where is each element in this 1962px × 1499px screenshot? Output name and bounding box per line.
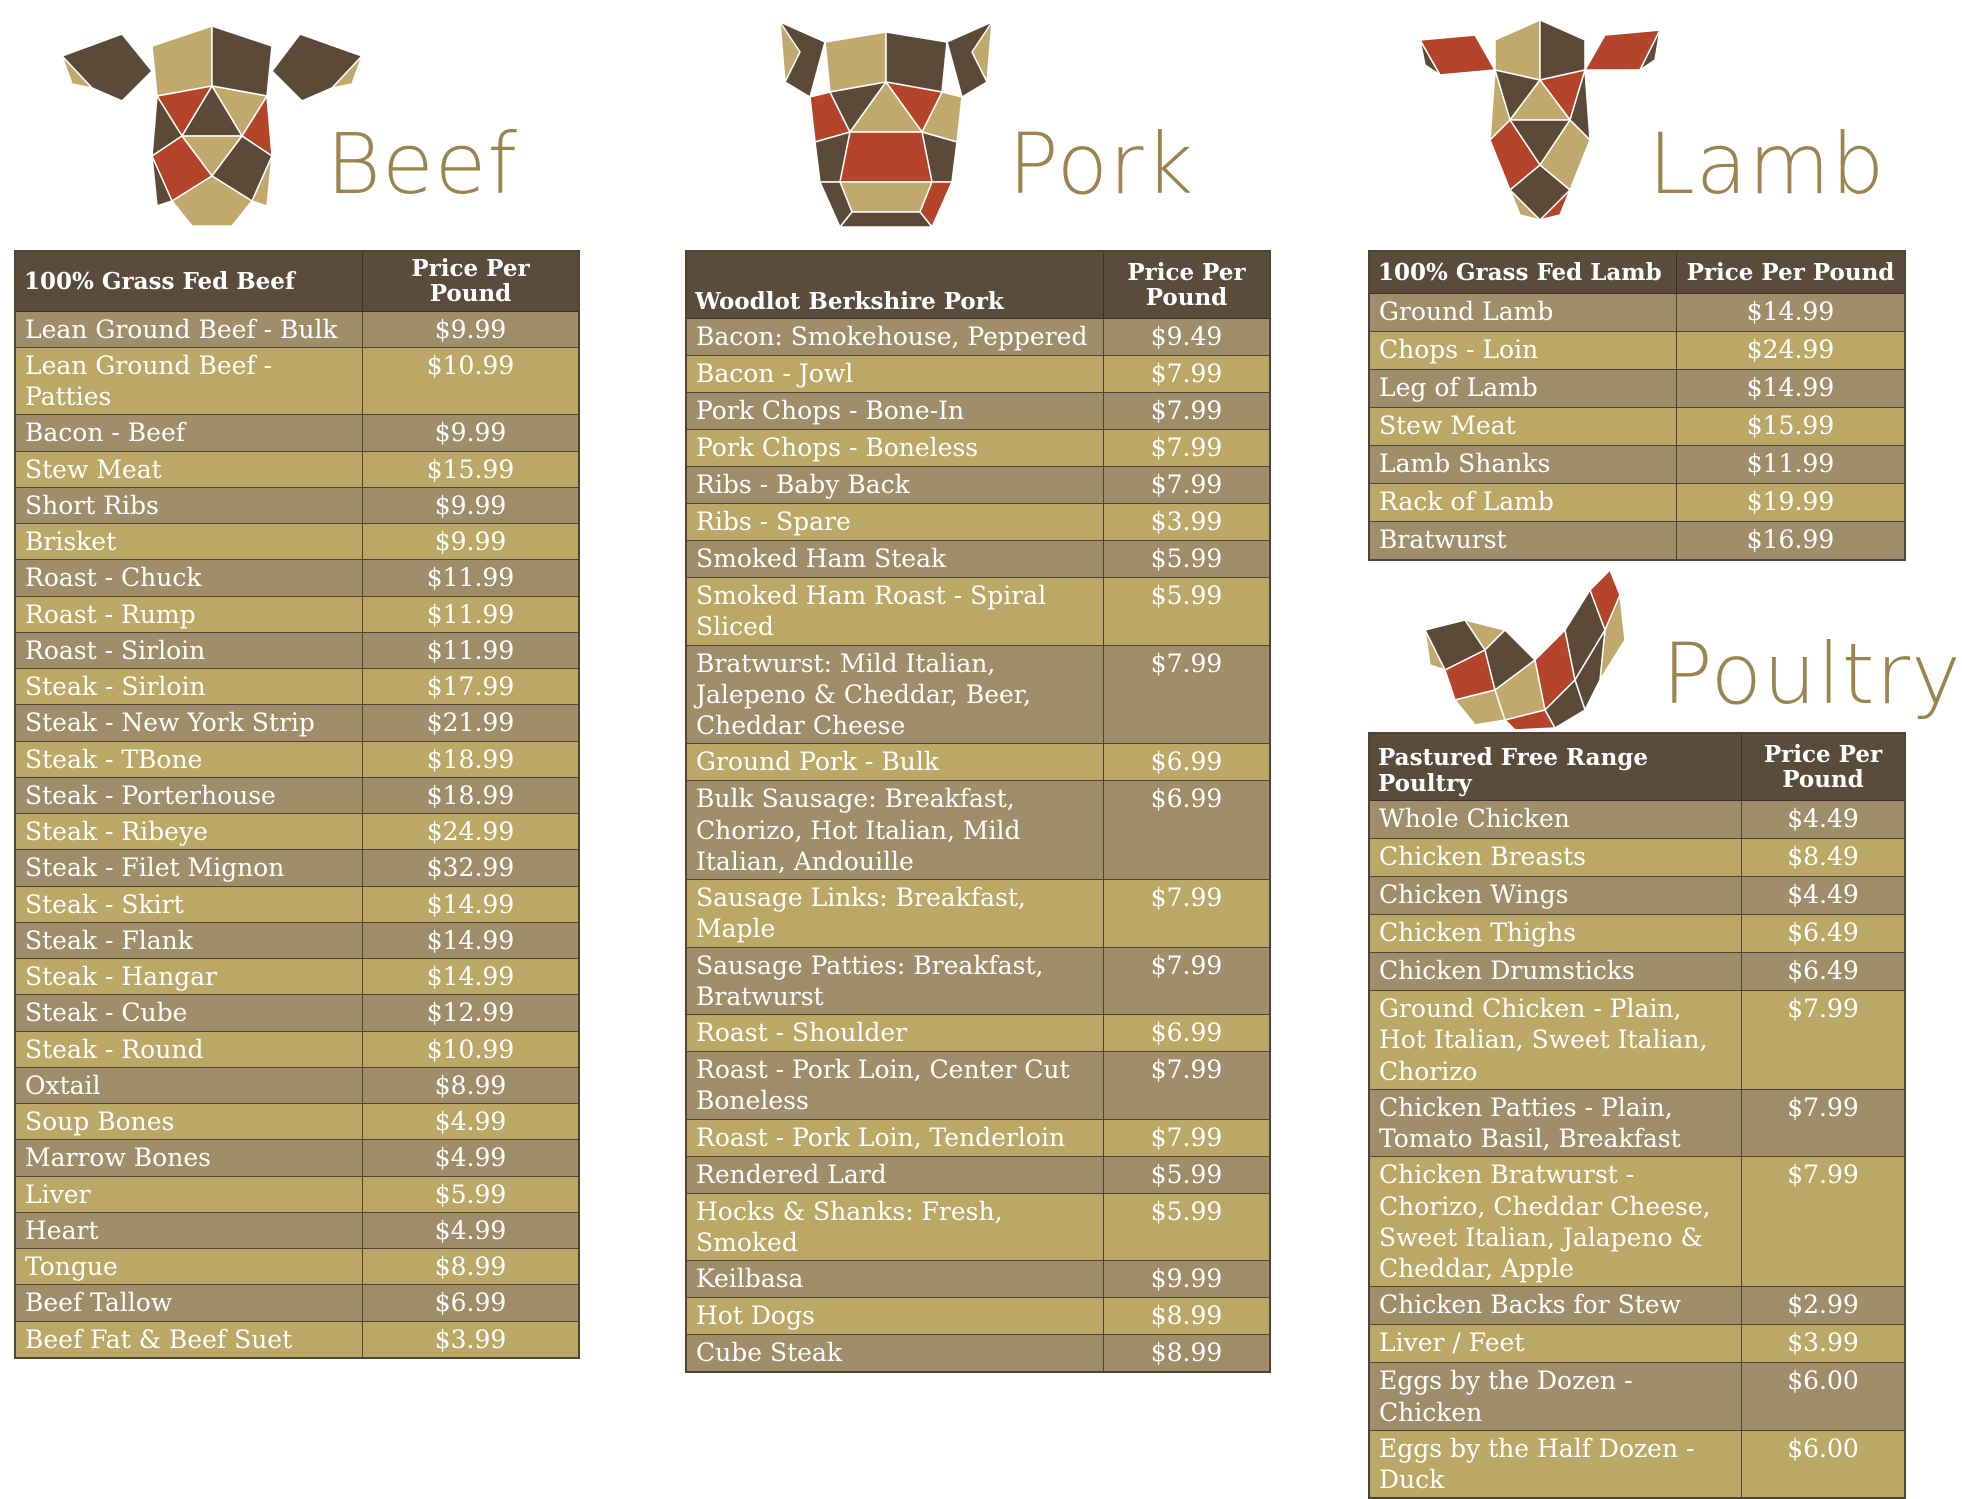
table-row	[15, 1176, 579, 1212]
item-name: Lean Ground Beef - Patties	[15, 347, 363, 415]
table-row	[15, 415, 579, 451]
item-price: $32.99	[363, 850, 580, 886]
table-row	[15, 1249, 579, 1285]
item-price: $5.99	[363, 1176, 580, 1212]
table-row	[686, 467, 1270, 504]
table-row	[15, 850, 579, 886]
item-name: Bacon - Beef	[15, 415, 363, 451]
item-price: $4.99	[363, 1212, 580, 1248]
table-row	[686, 744, 1270, 781]
table-row	[686, 1052, 1270, 1120]
poultry-price-table	[1368, 732, 1906, 1499]
item-price: $6.49	[1742, 915, 1906, 953]
item-name: Chicken Backs for Stew	[1369, 1287, 1742, 1325]
item-price: $3.99	[363, 1321, 580, 1358]
table-header-row	[1369, 733, 1905, 801]
table-row	[15, 1212, 579, 1248]
table-row	[15, 1321, 579, 1358]
table-row	[686, 880, 1270, 948]
table-row	[686, 356, 1270, 393]
table-row	[1369, 1089, 1905, 1157]
item-price: $9.99	[363, 524, 580, 560]
table-row	[15, 814, 579, 850]
table-row	[686, 1193, 1270, 1261]
item-price: $10.99	[363, 347, 580, 415]
table-header-row	[15, 251, 579, 311]
column-header-item: Woodlot Berkshire Pork	[686, 251, 1104, 319]
table-row	[1369, 446, 1905, 484]
item-price: $11.99	[363, 560, 580, 596]
item-name: Ground Chicken - Plain, Hot Italian, Sweet Italian, Chorizo	[1369, 991, 1742, 1090]
item-name: Chicken Drumsticks	[1369, 953, 1742, 991]
table-row	[686, 430, 1270, 467]
table-row	[15, 451, 579, 487]
chicken-icon	[1425, 570, 1625, 730]
item-name: Roast - Pork Loin, Center Cut Boneless	[686, 1052, 1104, 1120]
item-price: $6.49	[1742, 953, 1906, 991]
table-row	[15, 1067, 579, 1103]
item-price: $16.99	[1677, 522, 1906, 561]
item-name: Leg of Lamb	[1369, 370, 1677, 408]
item-price: $7.99	[1104, 1119, 1271, 1156]
item-price: $14.99	[363, 959, 580, 995]
item-name: Chicken Patties - Plain, Tomato Basil, Breakfast	[1369, 1089, 1742, 1157]
item-price: $7.99	[1104, 1052, 1271, 1120]
column-header-item: 100% Grass Fed Lamb	[1369, 251, 1677, 294]
item-price: $4.49	[1742, 801, 1906, 839]
item-price: $7.99	[1104, 947, 1271, 1015]
item-price: $8.49	[1742, 839, 1906, 877]
table-row	[1369, 408, 1905, 446]
item-name: Oxtail	[15, 1067, 363, 1103]
table-row	[1369, 522, 1905, 561]
item-price: $18.99	[363, 741, 580, 777]
item-name: Bratwurst	[1369, 522, 1677, 561]
item-price: $7.99	[1104, 430, 1271, 467]
item-price: $6.99	[1104, 781, 1271, 880]
table-row	[15, 311, 579, 347]
item-name: Hocks & Shanks: Fresh, Smoked	[686, 1193, 1104, 1261]
table-row	[15, 741, 579, 777]
item-price: $11.99	[1677, 446, 1906, 484]
pork-heading: Pork	[1008, 115, 1195, 213]
table-row	[686, 645, 1270, 744]
item-name: Ribs - Baby Back	[686, 467, 1104, 504]
table-row	[1369, 484, 1905, 522]
item-price: $8.99	[363, 1249, 580, 1285]
table-row	[15, 1104, 579, 1140]
table-row	[686, 947, 1270, 1015]
item-name: Stew Meat	[1369, 408, 1677, 446]
item-name: Roast - Rump	[15, 596, 363, 632]
item-name: Steak - TBone	[15, 741, 363, 777]
item-name: Bacon - Jowl	[686, 356, 1104, 393]
item-name: Steak - New York Strip	[15, 705, 363, 741]
item-name: Roast - Shoulder	[686, 1015, 1104, 1052]
table-row	[686, 1298, 1270, 1335]
table-row	[1369, 1325, 1905, 1363]
item-price: $7.99	[1104, 880, 1271, 948]
item-name: Rendered Lard	[686, 1156, 1104, 1193]
item-name: Hot Dogs	[686, 1298, 1104, 1335]
lamb-head-icon	[1420, 20, 1660, 225]
item-name: Steak - Skirt	[15, 886, 363, 922]
table-row	[686, 319, 1270, 356]
item-name: Lamb Shanks	[1369, 446, 1677, 484]
item-name: Bulk Sausage: Breakfast, Chorizo, Hot Italian, Mild Italian, Andouille	[686, 781, 1104, 880]
item-name: Lean Ground Beef - Bulk	[15, 311, 363, 347]
item-name: Eggs by the Half Dozen - Duck	[1369, 1430, 1742, 1498]
table-row	[15, 959, 579, 995]
table-row	[15, 1285, 579, 1321]
item-name: Smoked Ham Roast - Spiral Sliced	[686, 578, 1104, 646]
item-name: Chicken Bratwurst - Chorizo, Cheddar Cheese, Sweet Italian, Jalapeno & Cheddar, Apple	[1369, 1157, 1742, 1287]
table-row	[1369, 332, 1905, 370]
item-price: $21.99	[363, 705, 580, 741]
item-price: $3.99	[1104, 504, 1271, 541]
item-price: $12.99	[363, 995, 580, 1031]
table-row	[1369, 370, 1905, 408]
item-name: Roast - Sirloin	[15, 632, 363, 668]
item-name: Sausage Links: Breakfast, Maple	[686, 880, 1104, 948]
item-price: $14.99	[1677, 294, 1906, 332]
item-price: $5.99	[1104, 541, 1271, 578]
item-price: $24.99	[363, 814, 580, 850]
item-name: Ground Lamb	[1369, 294, 1677, 332]
table-row	[15, 886, 579, 922]
item-name: Eggs by the Dozen - Chicken	[1369, 1363, 1742, 1431]
item-price: $15.99	[1677, 408, 1906, 446]
table-row	[1369, 839, 1905, 877]
table-row	[686, 541, 1270, 578]
table-row	[1369, 294, 1905, 332]
item-price: $8.99	[1104, 1298, 1271, 1335]
item-price: $24.99	[1677, 332, 1906, 370]
pig-head-icon	[780, 22, 992, 227]
item-name: Whole Chicken	[1369, 801, 1742, 839]
item-price: $9.99	[363, 311, 580, 347]
table-row	[15, 705, 579, 741]
column-header-item: Pastured Free Range Poultry	[1369, 733, 1742, 801]
item-name: Sausage Patties: Breakfast, Bratwurst	[686, 947, 1104, 1015]
item-price: $9.99	[363, 487, 580, 523]
item-price: $7.99	[1104, 393, 1271, 430]
item-price: $5.99	[1104, 578, 1271, 646]
item-price: $6.00	[1742, 1430, 1906, 1498]
item-price: $3.99	[1742, 1325, 1906, 1363]
item-price: $6.99	[1104, 1015, 1271, 1052]
item-price: $7.99	[1742, 1157, 1906, 1287]
item-price: $9.99	[1104, 1261, 1271, 1298]
table-row	[15, 1031, 579, 1067]
item-price: $7.99	[1104, 356, 1271, 393]
item-name: Tongue	[15, 1249, 363, 1285]
item-name: Liver / Feet	[1369, 1325, 1742, 1363]
table-row	[15, 995, 579, 1031]
table-row	[686, 1335, 1270, 1373]
item-name: Ground Pork - Bulk	[686, 744, 1104, 781]
item-name: Cube Steak	[686, 1335, 1104, 1373]
table-header-row	[686, 251, 1270, 319]
table-row	[1369, 877, 1905, 915]
table-row	[686, 504, 1270, 541]
table-row	[15, 777, 579, 813]
lamb-heading: Lamb	[1648, 115, 1886, 213]
item-name: Keilbasa	[686, 1261, 1104, 1298]
item-price: $7.99	[1742, 991, 1906, 1090]
item-price: $18.99	[363, 777, 580, 813]
item-name: Soup Bones	[15, 1104, 363, 1140]
item-price: $7.99	[1104, 467, 1271, 504]
item-name: Brisket	[15, 524, 363, 560]
item-name: Marrow Bones	[15, 1140, 363, 1176]
beef-price-table	[14, 250, 580, 1359]
column-header-price: Price Per Pound	[1677, 251, 1906, 294]
item-name: Steak - Filet Mignon	[15, 850, 363, 886]
item-name: Steak - Hangar	[15, 959, 363, 995]
pork-price-table	[685, 250, 1271, 1373]
item-price: $2.99	[1742, 1287, 1906, 1325]
table-row	[1369, 953, 1905, 991]
table-row	[1369, 1363, 1905, 1431]
item-price: $11.99	[363, 632, 580, 668]
table-row	[15, 596, 579, 632]
item-price: $5.99	[1104, 1193, 1271, 1261]
item-price: $14.99	[1677, 370, 1906, 408]
item-price: $19.99	[1677, 484, 1906, 522]
item-price: $15.99	[363, 451, 580, 487]
item-name: Liver	[15, 1176, 363, 1212]
table-row	[15, 632, 579, 668]
item-name: Heart	[15, 1212, 363, 1248]
column-header-price: Price Per Pound	[1104, 251, 1271, 319]
table-row	[1369, 1287, 1905, 1325]
table-row	[686, 578, 1270, 646]
item-name: Roast - Chuck	[15, 560, 363, 596]
table-row	[15, 922, 579, 958]
table-row	[686, 1119, 1270, 1156]
table-row	[686, 1156, 1270, 1193]
item-price: $14.99	[363, 922, 580, 958]
item-price: $6.00	[1742, 1363, 1906, 1431]
table-row	[686, 781, 1270, 880]
item-name: Steak - Ribeye	[15, 814, 363, 850]
item-name: Steak - Porterhouse	[15, 777, 363, 813]
item-name: Bacon: Smokehouse, Peppered	[686, 319, 1104, 356]
item-price: $7.99	[1104, 645, 1271, 744]
item-price: $4.99	[363, 1104, 580, 1140]
table-row	[15, 524, 579, 560]
beef-heading: Beef	[326, 115, 518, 213]
column-header-item: 100% Grass Fed Beef	[15, 251, 363, 311]
item-price: $6.99	[1104, 744, 1271, 781]
item-price: $8.99	[363, 1067, 580, 1103]
item-price: $9.49	[1104, 319, 1271, 356]
table-row	[1369, 801, 1905, 839]
item-name: Bratwurst: Mild Italian, Jalepeno & Cheddar, Beer, Cheddar Cheese	[686, 645, 1104, 744]
item-name: Roast - Pork Loin, Tenderloin	[686, 1119, 1104, 1156]
item-price: $6.99	[363, 1285, 580, 1321]
table-row	[15, 560, 579, 596]
item-price: $11.99	[363, 596, 580, 632]
item-price: $14.99	[363, 886, 580, 922]
item-name: Steak - Round	[15, 1031, 363, 1067]
table-row	[15, 1140, 579, 1176]
item-name: Pork Chops - Bone-In	[686, 393, 1104, 430]
item-name: Chops - Loin	[1369, 332, 1677, 370]
table-row	[15, 487, 579, 523]
item-price: $9.99	[363, 415, 580, 451]
column-header-price: Price Per Pound	[1742, 733, 1906, 801]
item-name: Chicken Breasts	[1369, 839, 1742, 877]
table-row	[686, 393, 1270, 430]
table-row	[686, 1261, 1270, 1298]
item-price: $5.99	[1104, 1156, 1271, 1193]
table-row	[1369, 1430, 1905, 1498]
item-name: Stew Meat	[15, 451, 363, 487]
item-name: Smoked Ham Steak	[686, 541, 1104, 578]
table-header-row	[1369, 251, 1905, 294]
table-row	[1369, 1157, 1905, 1287]
poultry-heading: Poultry	[1662, 625, 1962, 723]
item-price: $4.49	[1742, 877, 1906, 915]
item-name: Rack of Lamb	[1369, 484, 1677, 522]
item-name: Steak - Cube	[15, 995, 363, 1031]
item-name: Steak - Flank	[15, 922, 363, 958]
lamb-price-table	[1368, 250, 1906, 561]
cow-head-icon	[62, 26, 362, 231]
item-name: Short Ribs	[15, 487, 363, 523]
table-row	[686, 1015, 1270, 1052]
item-name: Beef Tallow	[15, 1285, 363, 1321]
item-price: $17.99	[363, 669, 580, 705]
item-price: $7.99	[1742, 1089, 1906, 1157]
table-row	[1369, 915, 1905, 953]
item-name: Beef Fat & Beef Suet	[15, 1321, 363, 1358]
column-header-price: Price Per Pound	[363, 251, 580, 311]
item-name: Chicken Thighs	[1369, 915, 1742, 953]
table-row	[1369, 991, 1905, 1090]
item-name: Ribs - Spare	[686, 504, 1104, 541]
item-name: Steak - Sirloin	[15, 669, 363, 705]
table-row	[15, 669, 579, 705]
item-price: $4.99	[363, 1140, 580, 1176]
item-price: $10.99	[363, 1031, 580, 1067]
item-name: Chicken Wings	[1369, 877, 1742, 915]
item-name: Pork Chops - Boneless	[686, 430, 1104, 467]
table-row	[15, 347, 579, 415]
item-price: $8.99	[1104, 1335, 1271, 1373]
